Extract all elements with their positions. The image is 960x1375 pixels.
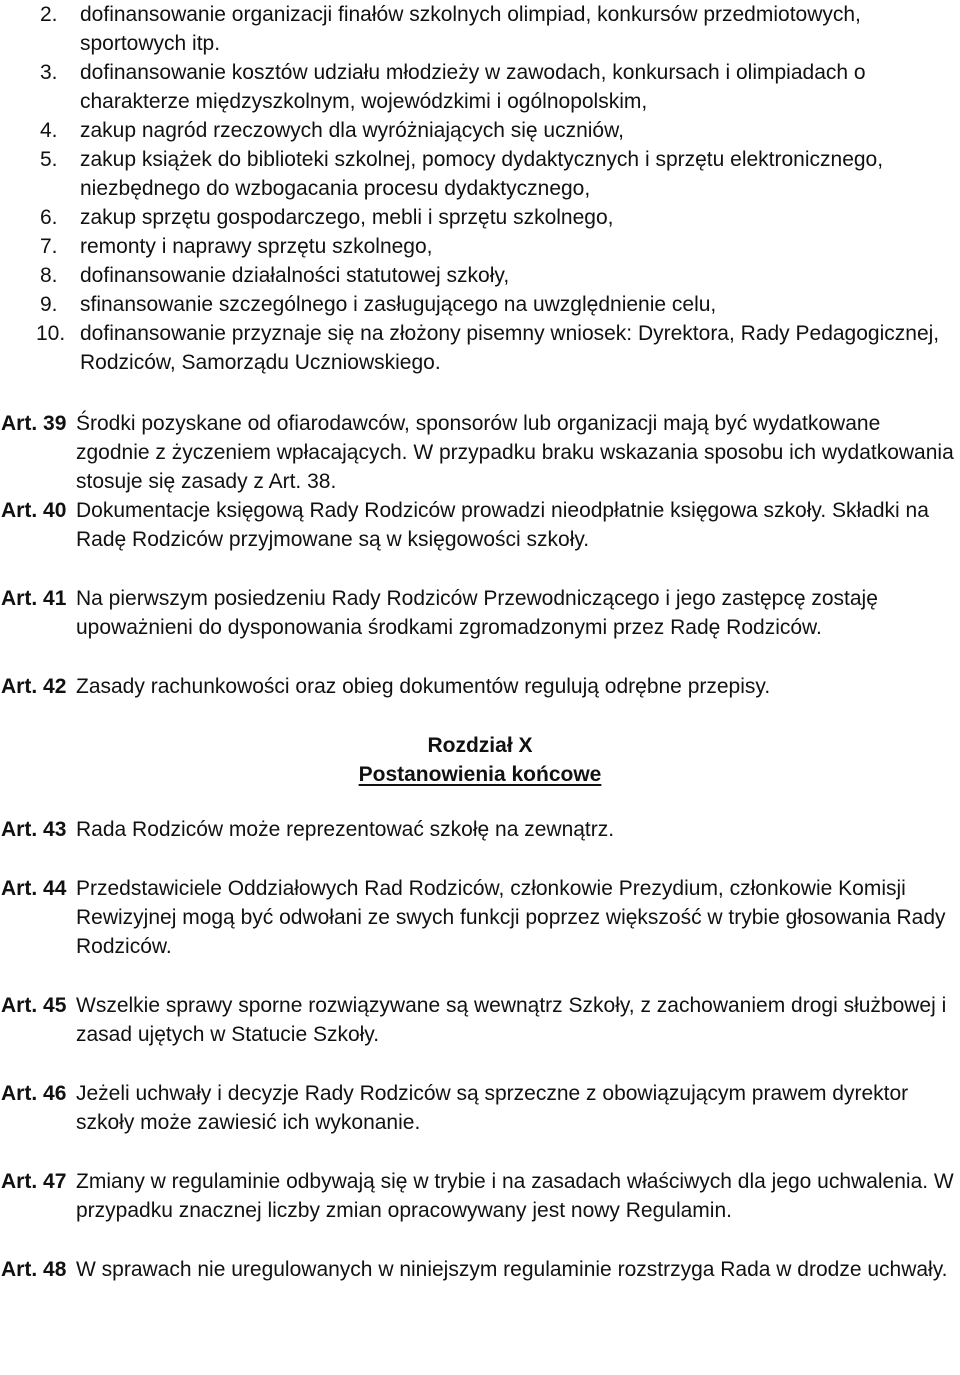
list-number: 5.	[40, 148, 58, 171]
list-text: dofinansowanie kosztów udziału młodzieży w zawodach, konkursach i olimpiadach o charakterze międzyszkolnym, wojewódzkimi i ogólnopolskim,	[80, 61, 866, 113]
article-number: 39	[43, 412, 67, 435]
list-item	[0, 261, 960, 290]
list-text: zakup sprzętu gospodarczego, mebli i sprzętu szkolnego,	[80, 206, 614, 229]
article-prefix: Art.	[1, 818, 38, 841]
article-prefix: Art.	[1, 499, 38, 522]
funding-list	[0, 0, 960, 377]
list-number: 6.	[40, 206, 58, 229]
list-text: dofinansowanie działalności statutowej szkoły,	[80, 264, 510, 287]
article-number: 47	[43, 1170, 67, 1193]
article-number: 44	[43, 877, 67, 900]
chapter-heading	[0, 731, 960, 789]
article-prefix: Art.	[1, 994, 38, 1017]
list-number: 3.	[40, 61, 58, 84]
list-number: 10.	[36, 322, 66, 345]
list-text: remonty i naprawy sprzętu szkolnego,	[80, 235, 433, 258]
article-number: 48	[43, 1258, 67, 1281]
article-number: 46	[43, 1082, 67, 1105]
article-41	[0, 584, 960, 642]
article-prefix: Art.	[1, 1082, 38, 1105]
list-number: 4.	[40, 119, 58, 142]
article-prefix: Art.	[1, 1170, 38, 1193]
article-prefix: Art.	[1, 877, 38, 900]
article-48	[0, 1255, 960, 1284]
article-40	[0, 496, 960, 554]
article-number: 42	[43, 675, 67, 698]
list-number: 9.	[40, 293, 58, 316]
article-text: Na pierwszym posiedzeniu Rady Rodziców Przewodniczącego i jego zastępcę zostaję upoważnieni do dysponowania środkami zgromadzonymi przez Radę Rodziców.	[76, 587, 878, 639]
article-46	[0, 1079, 960, 1137]
article-number: 45	[43, 994, 67, 1017]
article-text: Zasady rachunkowości oraz obieg dokumentów regulują odrębne przepisy.	[76, 675, 771, 698]
article-text: Jeżeli uchwały i decyzje Rady Rodziców są sprzeczne z obowiązującym prawem dyrektor szkoły może zawiesić ich wykonanie.	[76, 1082, 909, 1134]
list-item	[0, 0, 960, 58]
article-number: 40	[43, 499, 67, 522]
list-item	[0, 116, 960, 145]
article-prefix: Art.	[1, 587, 38, 610]
list-text: zakup książek do biblioteki szkolnej, pomocy dydaktycznych i sprzętu elektronicznego, niezbędnego do wzbogacania procesu dydaktycznego,	[80, 148, 884, 200]
list-item	[0, 58, 960, 116]
article-number: 43	[43, 818, 67, 841]
article-text: W sprawach nie uregulowanych w niniejszym regulaminie rozstrzyga Rada w drodze uchwały.	[76, 1258, 948, 1281]
list-text: dofinansowanie przyznaje się na złożony pisemny wniosek: Dyrektora, Rady Pedagogicznej, Rodziców, Samorządu Uczniowskiego.	[80, 322, 940, 374]
article-text: Przedstawiciele Oddziałowych Rad Rodziców, członkowie Prezydium, członkowie Komisji Rewizyjnej mogą być odwołani ze swych funkcji poprzez większość w trybie głosowania Rady Rodziców.	[76, 877, 946, 958]
list-item	[0, 319, 960, 377]
article-text: Zmiany w regulaminie odbywają się w trybie i na zasadach właściwych dla jego uchwalenia. W przypadku znacznej liczby zmian opracowywany jest nowy Regulamin.	[76, 1170, 954, 1222]
article-47	[0, 1167, 960, 1225]
list-text: sfinansowanie szczególnego i zasługującego na uwzględnienie celu,	[80, 293, 717, 316]
article-prefix: Art.	[1, 412, 38, 435]
article-42	[0, 672, 960, 701]
list-item	[0, 232, 960, 261]
article-text: Dokumentacje księgową Rady Rodziców prowadzi nieodpłatnie księgowa szkoły. Składki na Radę Rodziców przyjmowane są w księgowości szkoły.	[76, 499, 929, 551]
article-text: Rada Rodziców może reprezentować szkołę na zewnątrz.	[76, 818, 615, 841]
article-prefix: Art.	[1, 675, 38, 698]
chapter-subtitle: Postanowienia końcowe	[358, 763, 602, 786]
article-number: 41	[43, 587, 67, 610]
list-text: dofinansowanie organizacji finałów szkolnych olimpiad, konkursów przedmiotowych, sportowych itp.	[80, 3, 861, 55]
list-text: zakup nagród rzeczowych dla wyróżniających się uczniów,	[80, 119, 624, 142]
list-number: 7.	[40, 235, 58, 258]
article-44	[0, 874, 960, 961]
article-text: Środki pozyskane od ofiarodawców, sponsorów lub organizacji mają być wydatkowane zgodnie z życzeniem wpłacających. W przypadku braku wskazania sposobu ich wydatkowania stosuje się zasady z Art. 38.	[76, 412, 954, 493]
list-item	[0, 203, 960, 232]
article-39	[0, 409, 960, 496]
article-43	[0, 815, 960, 844]
article-text: Wszelkie sprawy sporne rozwiązywane są wewnątrz Szkoły, z zachowaniem drogi służbowej i zasad ujętych w Statucie Szkoły.	[76, 994, 947, 1046]
list-item	[0, 145, 960, 203]
article-45	[0, 991, 960, 1049]
chapter-title: Rozdział X	[427, 734, 533, 757]
list-item	[0, 290, 960, 319]
list-number: 2.	[40, 3, 58, 26]
list-number: 8.	[40, 264, 58, 287]
article-prefix: Art.	[1, 1258, 38, 1281]
